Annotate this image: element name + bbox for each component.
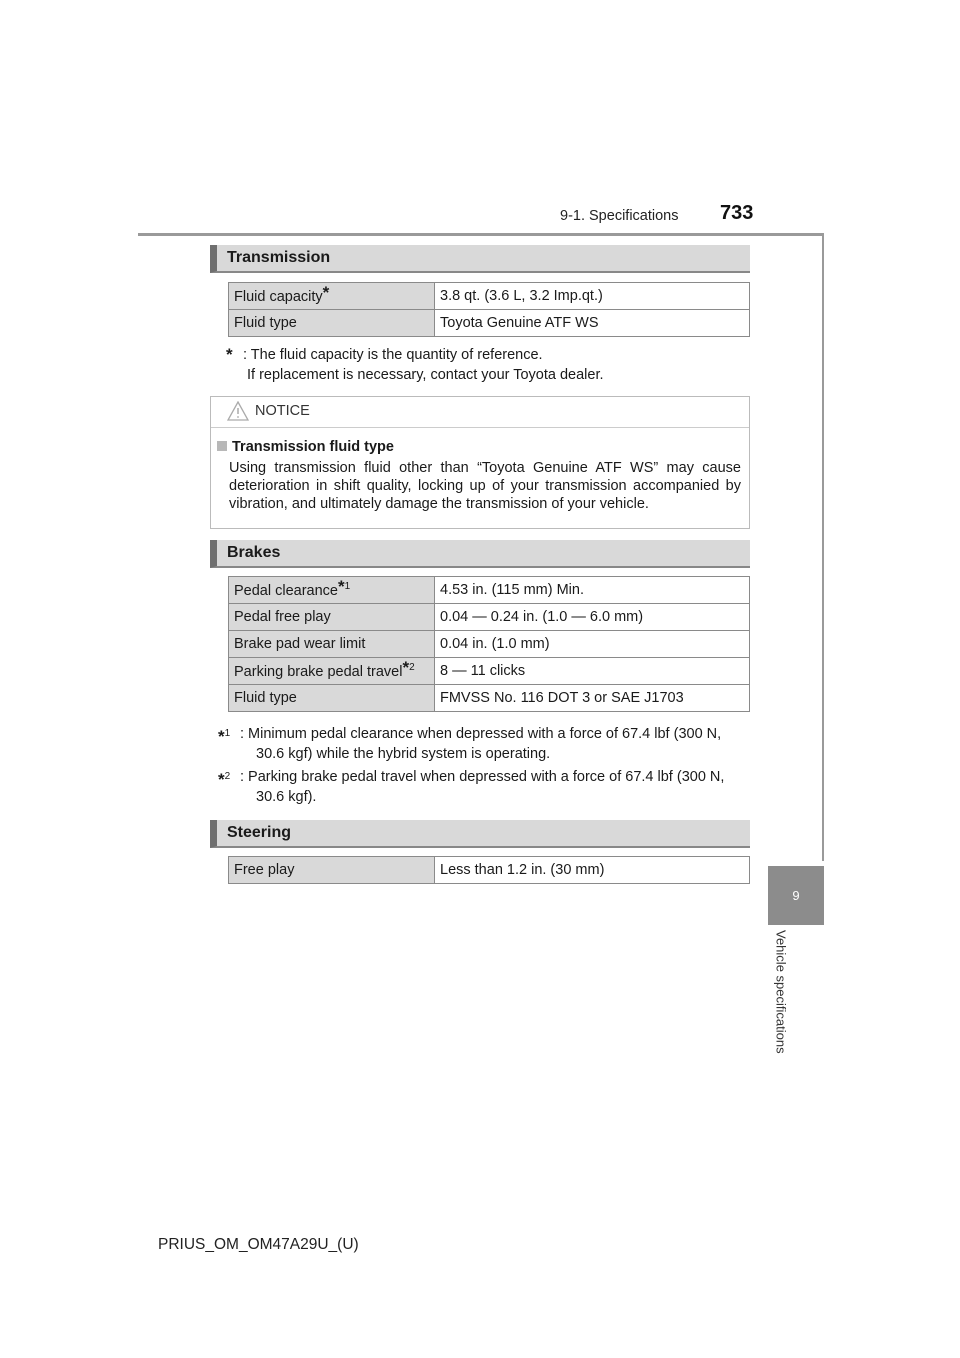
table-row	[229, 283, 750, 310]
table-key: Free play	[229, 857, 435, 884]
table-row	[229, 857, 750, 884]
table-value: 4.53 in. (115 mm) Min.	[435, 577, 750, 604]
chapter-number: 9	[792, 888, 800, 903]
footnote-mark: *$^1$	[218, 726, 231, 746]
footnote-text: : The fluid capacity is the quantity of reference. If replacement is necessary, contact your Toyota dealer.	[243, 347, 604, 383]
table-row	[229, 310, 750, 337]
section-title: 9-1. Specifications	[560, 208, 679, 224]
table-key: Brake pad wear limit	[229, 631, 435, 658]
notice-body: Using transmission fluid other than “Toyota Genuine ATF WS” may cause deterioration in shift quality, locking up of your transmission accompanied by vibration, and ultimately damage the transmission of your vehicle.	[229, 460, 741, 512]
table-row	[229, 604, 750, 631]
brakes-footnote-1	[218, 724, 758, 766]
table-row	[229, 685, 750, 712]
table-row	[229, 631, 750, 658]
table-value: Toyota Genuine ATF WS	[435, 310, 750, 337]
steering-table	[228, 856, 750, 884]
brakes-footnote-2	[218, 767, 758, 809]
square-bullet-icon	[217, 441, 227, 451]
table-key: Pedal clearance*$^1$	[229, 577, 435, 604]
footnote-text: : Parking brake pedal travel when depressed with a force of 67.4 lbf (300 N, 30.6 kgf).	[240, 769, 725, 805]
header-divider	[138, 233, 824, 236]
table-key: Parking brake pedal travel*$^2$	[229, 658, 435, 685]
table-row	[229, 577, 750, 604]
transmission-footnote	[226, 345, 766, 387]
table-value: 0.04 in. (1.0 mm)	[435, 631, 750, 658]
brakes-table	[228, 576, 750, 712]
side-divider	[822, 233, 824, 861]
footnote-mark: *	[226, 345, 233, 364]
table-value: 0.04 — 0.24 in. (1.0 — 6.0 mm)	[435, 604, 750, 631]
chapter-title: Vehicle specifications	[773, 930, 789, 1054]
warning-icon	[227, 401, 249, 421]
row-label: Fluid capacity	[234, 289, 323, 305]
table-key: Fluid type	[229, 310, 435, 337]
transmission-title: Transmission	[227, 249, 331, 266]
table-key: Fluid type	[229, 685, 435, 712]
notice-header	[211, 397, 749, 428]
steering-title: Steering	[227, 824, 292, 841]
transmission-heading	[210, 245, 750, 273]
table-value: Less than 1.2 in. (30 mm)	[435, 857, 750, 884]
steering-heading	[210, 820, 750, 848]
document-code: PRIUS_OM_OM47A29U_(U)	[158, 1236, 359, 1253]
transmission-table	[228, 282, 750, 337]
table-row	[229, 658, 750, 685]
footnote-text: : Minimum pedal clearance when depressed with a force of 67.4 lbf (300 N, 30.6 kgf) while the hybrid system is operating.	[240, 726, 722, 762]
brakes-heading	[210, 540, 750, 568]
footnote-mark: *	[322, 283, 330, 302]
page-number: 733	[720, 202, 754, 224]
table-value: 3.8 qt. (3.6 L, 3.2 Imp.qt.)	[435, 283, 750, 310]
notice-title: Transmission fluid type	[217, 439, 394, 455]
footnote-mark: *$^2$	[218, 769, 231, 789]
chapter-title-vertical	[768, 930, 794, 1075]
table-key	[229, 283, 435, 310]
notice-box	[210, 396, 750, 529]
brakes-title: Brakes	[227, 544, 281, 561]
table-key: Pedal free play	[229, 604, 435, 631]
table-value: 8 — 11 clicks	[435, 658, 750, 685]
chapter-tab[interactable]	[768, 866, 824, 925]
table-value: FMVSS No. 116 DOT 3 or SAE J1703	[435, 685, 750, 712]
notice-label: NOTICE	[255, 403, 310, 419]
